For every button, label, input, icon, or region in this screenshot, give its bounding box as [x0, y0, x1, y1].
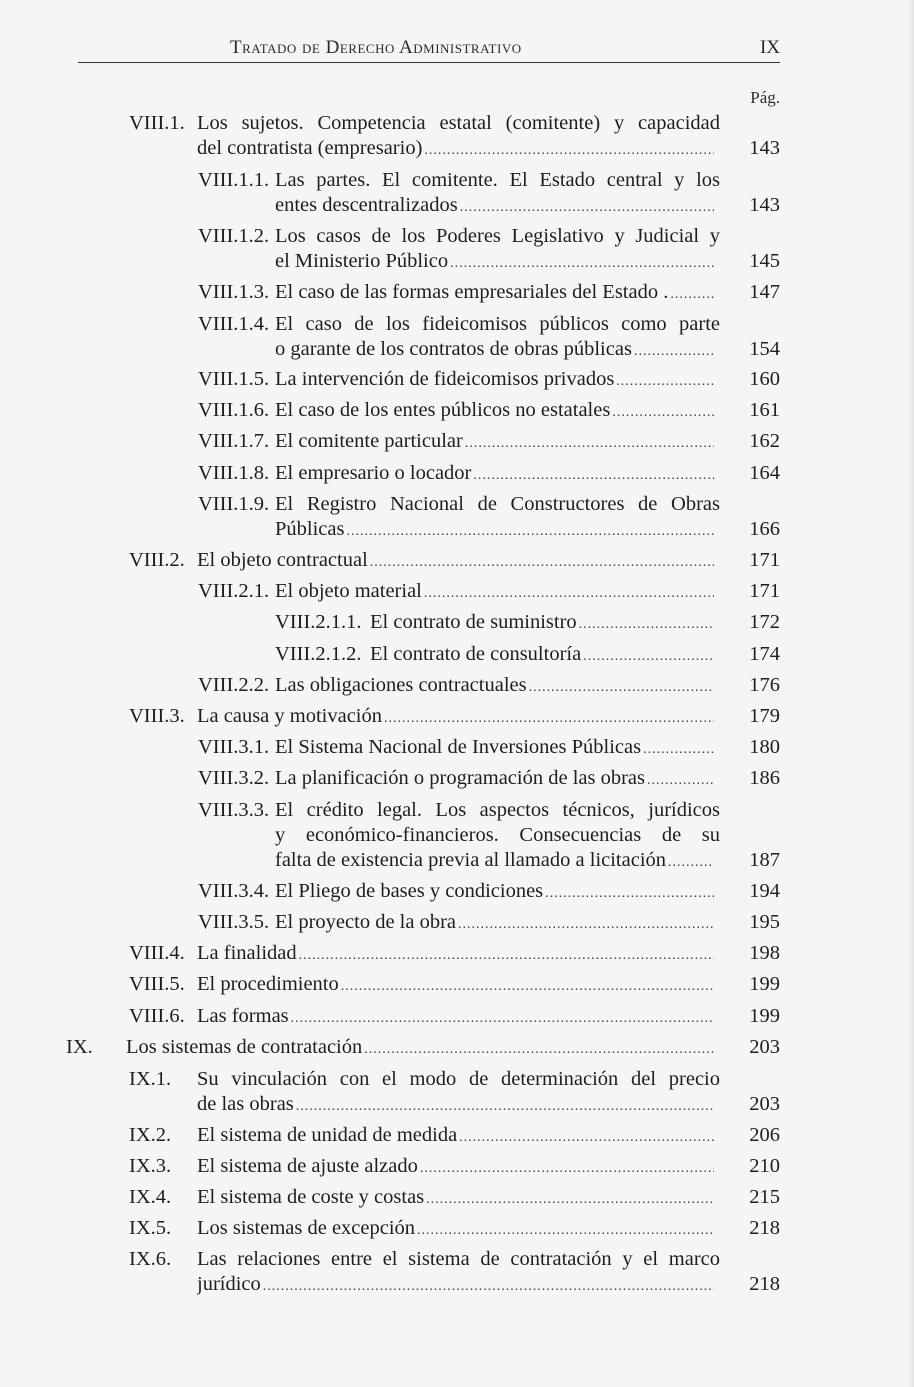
toc-entry-title: Los sistemas de contratación: [126, 1036, 363, 1058]
toc-entry-title: La finalidad: [197, 942, 297, 964]
toc-entry-title-line: [197, 1092, 716, 1117]
dot-leader: [384, 706, 714, 729]
dot-leader: [424, 138, 714, 161]
toc-entry-title-line: [275, 579, 716, 604]
toc-entry-title-line: [275, 337, 716, 362]
toc-entry-title: El sistema de coste y costas: [197, 1186, 425, 1208]
toc-entry-page: 161: [749, 399, 780, 421]
toc-entry-number: VIII.3.1.: [198, 736, 270, 758]
toc-entry-title: el Ministerio Público: [275, 250, 449, 272]
toc-entry-number: VIII.2.1.2.: [275, 643, 362, 665]
dot-leader: [296, 1094, 714, 1117]
toc-entry-title: jurídico: [197, 1273, 261, 1295]
toc-entry-number: VIII.2.: [129, 549, 185, 571]
toc-entry-title-line: [275, 398, 716, 423]
toc-entry-title: Las formas: [197, 1005, 289, 1027]
toc-entry-title: El Pliego de bases y condiciones: [275, 880, 544, 902]
dot-leader: [459, 1125, 714, 1148]
dot-leader: [668, 850, 714, 873]
toc-entry-page: 164: [749, 462, 780, 484]
dot-leader: [634, 339, 714, 362]
dot-leader: [370, 550, 714, 573]
toc-entry-number: VIII.4.: [129, 942, 185, 964]
toc-entry-title: falta de existencia previa al llamado a licitación: [275, 849, 667, 871]
toc-entry-title: El proyecto de la obra: [275, 911, 457, 933]
toc-entry-title-line: [275, 517, 716, 542]
toc-entry-title: El caso de los entes públicos no estatales: [275, 399, 611, 421]
running-header: [78, 36, 780, 63]
toc-entry-number: VIII.6.: [129, 1005, 185, 1027]
toc-entry-page: 154: [749, 338, 780, 360]
toc-entry-page: 171: [749, 549, 780, 571]
toc-entry-title-line: [197, 136, 716, 161]
dot-leader: [426, 1187, 714, 1210]
toc-entry-number: VIII.1.9.: [198, 493, 270, 515]
toc-entry-title: El objeto material: [275, 580, 422, 602]
toc-entry-title: del contratista (empresario): [197, 137, 423, 159]
toc-entry-number: VIII.1.: [129, 112, 185, 134]
dot-leader: [417, 1218, 714, 1241]
toc-entry-number: IX.6.: [129, 1248, 172, 1270]
toc-entry-number: IX.2.: [129, 1124, 172, 1146]
dot-leader: [612, 400, 714, 423]
toc-entry-number: VIII.5.: [129, 973, 185, 995]
toc-entry-number: VIII.3.3.: [198, 799, 270, 821]
toc-entry-page: 176: [749, 674, 780, 696]
toc-entry-title: El comitente particular: [275, 430, 463, 452]
dot-leader: [460, 195, 714, 218]
toc-entry-title-line: [275, 429, 716, 454]
toc-entry-title-line: Las partes. El comitente. El Estado central y los: [275, 169, 720, 191]
toc-entry-title: o garante de los contratos de obras públicas: [275, 338, 632, 360]
dot-leader: [545, 881, 714, 904]
toc-entry-title-line: [197, 548, 716, 573]
toc-entry-number: VIII.3.5.: [198, 911, 270, 933]
toc-entry-page: 162: [749, 430, 780, 452]
toc-entry-page: 195: [749, 911, 780, 933]
toc-entry-title-line: [197, 1004, 716, 1029]
toc-entry-title-line: [275, 280, 716, 305]
toc-entry-number: IX.1.: [129, 1068, 172, 1090]
page-edge-shadow: [908, 0, 914, 1387]
toc-entry-number: VIII.1.2.: [198, 225, 270, 247]
dot-leader: [458, 912, 714, 935]
toc-entry-title-line: [275, 249, 716, 274]
dot-leader: [450, 251, 714, 274]
toc-entry-title-line: El crédito legal. Los aspectos técnicos, jurídicos: [275, 799, 720, 821]
toc-entry-title: Públicas: [275, 518, 345, 540]
toc-entry-page: 186: [749, 767, 780, 789]
toc-entry-title-line: [370, 610, 716, 635]
toc-entry-title-line: El caso de los fideicomisos públicos como parte: [275, 313, 720, 335]
toc-entry-title: El objeto contractual: [197, 549, 368, 571]
dot-leader: [424, 581, 714, 604]
toc-entry-title-line: Los casos de los Poderes Legislativo y Judicial y: [275, 225, 720, 247]
toc-entry-title: La planificación o programación de las obras: [275, 767, 645, 789]
toc-entry-page: 187: [749, 849, 780, 871]
toc-entry-title-line: [275, 910, 716, 935]
toc-entry-number: VIII.3.4.: [198, 880, 270, 902]
toc-entry-title: Las obligaciones contractuales: [275, 674, 527, 696]
dot-leader: [299, 943, 714, 966]
toc-entry-page: 174: [749, 643, 780, 665]
toc-entry-number: VIII.1.6.: [198, 399, 270, 421]
toc-entry-title-line: [197, 972, 716, 997]
toc-entry-title: entes descentralizados: [275, 194, 458, 216]
toc-entry-number: VIII.2.1.1.: [275, 611, 362, 633]
toc-entry-number: VIII.1.4.: [198, 313, 270, 335]
toc-entry-page: 194: [749, 880, 780, 902]
toc-entry-title: El Sistema Nacional de Inversiones Públicas: [275, 736, 642, 758]
dot-leader: [647, 768, 714, 791]
toc-entry-title: El empresario o locador: [275, 462, 472, 484]
toc-entry-title-line: y económico-financieros. Consecuencias de su: [275, 824, 720, 846]
toc-entry-title-line: [197, 1216, 716, 1241]
toc-entry-title-line: [275, 367, 716, 392]
toc-entry-title-line: [126, 1035, 716, 1060]
dot-leader: [420, 1156, 714, 1179]
toc-entry-title-line: [197, 1154, 716, 1179]
toc-entry-number: VIII.1.1.: [198, 169, 270, 191]
toc-entry-title-line: [275, 735, 716, 760]
toc-entry-page: 203: [749, 1036, 780, 1058]
toc-entry-page: 215: [749, 1186, 780, 1208]
toc-entry-title: El procedimiento: [197, 973, 339, 995]
toc-entry-title: El sistema de unidad de medida: [197, 1124, 458, 1146]
dot-leader: [364, 1037, 714, 1060]
toc-entry-number: VIII.1.8.: [198, 462, 270, 484]
toc-entry-page: 179: [749, 705, 780, 727]
toc-entry-page: 206: [749, 1124, 780, 1146]
toc-entry-page: 166: [749, 518, 780, 540]
toc-entry-page: 198: [749, 942, 780, 964]
toc-entry-title: El contrato de consultoría: [370, 643, 582, 665]
toc-entry-page: 218: [749, 1273, 780, 1295]
dot-leader: [291, 1006, 714, 1029]
toc-entry-number: VIII.3.: [129, 705, 185, 727]
toc-entry-title: El caso de las formas empresariales del Estado .: [275, 281, 669, 303]
toc-entry-title-line: [275, 766, 716, 791]
book-title: Tratado de Derecho Administrativo: [230, 37, 522, 58]
toc-entry-page: 199: [749, 973, 780, 995]
toc-entry-page: 203: [749, 1093, 780, 1115]
toc-entry-title-line: [197, 1185, 716, 1210]
toc-entry-title-line: [275, 461, 716, 486]
toc-entry-number: IX.3.: [129, 1155, 172, 1177]
toc-entry-title-line: Las relaciones entre el sistema de contratación y el marco: [197, 1248, 720, 1270]
toc-entry-title: El contrato de suministro: [370, 611, 577, 633]
toc-entry-title: La intervención de fideicomisos privados: [275, 368, 615, 390]
toc-entry-number: VIII.1.7.: [198, 430, 270, 452]
dot-leader: [263, 1274, 714, 1297]
dot-leader: [341, 974, 714, 997]
toc-entry-page: 160: [749, 368, 780, 390]
dot-leader: [473, 463, 714, 486]
toc-entry-title-line: [275, 879, 716, 904]
dot-leader: [529, 675, 714, 698]
toc-entry-title-line: [275, 848, 716, 873]
page-number: IX: [759, 37, 780, 58]
dot-leader: [583, 644, 714, 667]
toc-entry-title: Los sistemas de excepción: [197, 1217, 416, 1239]
toc-entry-title: de las obras: [197, 1093, 294, 1115]
toc-entry-title-line: [197, 704, 716, 729]
dot-leader: [346, 519, 714, 542]
toc-entry-title-line: [197, 1123, 716, 1148]
toc-entry-title-line: [197, 1272, 716, 1297]
toc-entry-title: El sistema de ajuste alzado: [197, 1155, 418, 1177]
dot-leader: [643, 737, 714, 760]
toc-entry-number: VIII.3.2.: [198, 767, 270, 789]
toc-entry-number: VIII.1.5.: [198, 368, 270, 390]
dot-leader: [579, 612, 714, 635]
toc-entry-title-line: [275, 193, 716, 218]
toc-entry-number: VIII.1.3.: [198, 281, 270, 303]
toc-entry-title-line: Los sujetos. Competencia estatal (comitente) y capacidad: [197, 112, 720, 134]
toc-entry-number: IX.5.: [129, 1217, 172, 1239]
toc-entry-page: 143: [749, 194, 780, 216]
toc-entry-title-line: [197, 941, 716, 966]
toc-entry-number: VIII.2.2.: [198, 674, 270, 696]
dot-leader: [670, 282, 714, 305]
toc-entry-page: 199: [749, 1005, 780, 1027]
toc-entry-title: La causa y motivación: [197, 705, 383, 727]
toc-entry-page: 171: [749, 580, 780, 602]
toc-entry-page: 180: [749, 736, 780, 758]
toc-entry-page: 172: [749, 611, 780, 633]
toc-entry-page: 147: [749, 281, 780, 303]
toc-entry-page: 218: [749, 1217, 780, 1239]
toc-entry-page: 143: [749, 137, 780, 159]
toc-entry-page: 210: [749, 1155, 780, 1177]
toc-entry-number: IX.4.: [129, 1186, 172, 1208]
toc-entry-number: IX.: [66, 1036, 93, 1058]
toc-entry-page: 145: [749, 250, 780, 272]
dot-leader: [465, 431, 714, 454]
dot-leader: [616, 369, 714, 392]
toc-entry-title-line: [275, 673, 716, 698]
toc-entry-title-line: Su vinculación con el modo de determinación del precio: [197, 1068, 720, 1090]
page-column-label: Pág.: [750, 88, 780, 107]
toc-entry-title-line: [370, 642, 716, 667]
toc-entry-number: VIII.2.1.: [198, 580, 270, 602]
toc-entry-title-line: El Registro Nacional de Constructores de Obras: [275, 493, 720, 515]
